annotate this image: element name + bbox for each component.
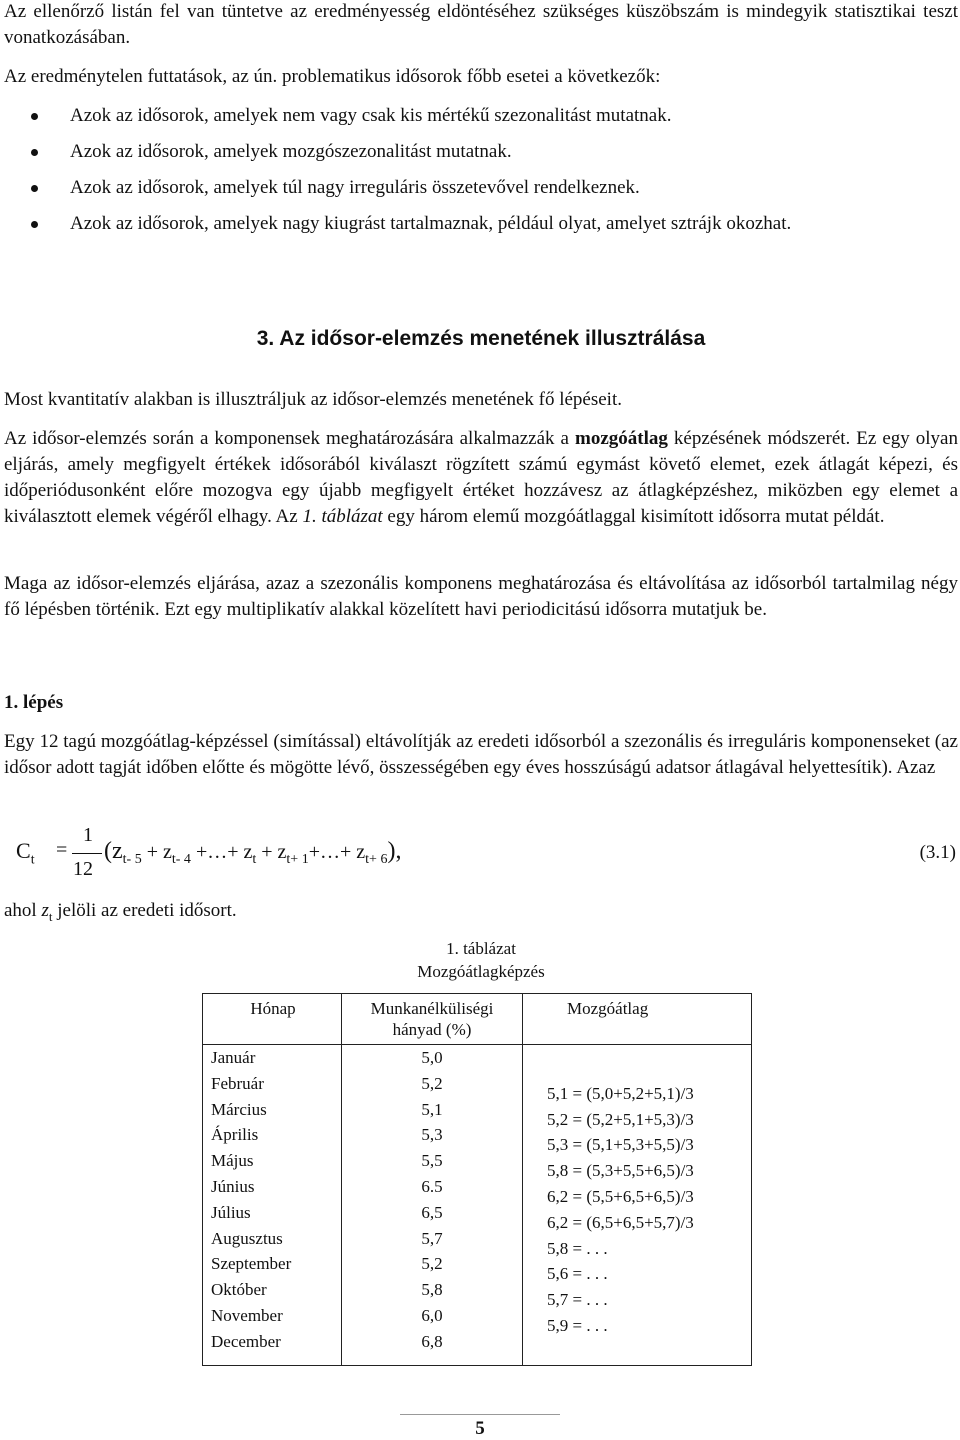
table-row [203,1045,752,1366]
bullet-icon [31,185,38,192]
formula-3-1 [4,824,958,880]
table-header-row [203,994,752,1045]
formula-equals: = [56,839,68,861]
list-item: Azok az idősorok, amelyek túl nagy irreguláris összetevővel rendelkeznek. [4,175,958,201]
table-caption-title: Mozgóátlagképzés [417,962,545,981]
formula-numerator: 1 [83,824,93,846]
intro-paragraph-1: Az ellenőrző listán fel van tüntetve az eredményesség eldöntéséhez szükséges küszöbszám is mindegyik statisztikai teszt vonatkozásában. [4,1,958,48]
bullet-icon [31,149,38,156]
intro-paragraph-2: Az eredménytelen futtatások, az ún. problematikus idősorok főbb esetei a következők: [4,66,661,87]
header-moving-average: Mozgóátlag [523,994,752,1045]
where-line: ahol $z_t$ jelöli az eredeti idősort. [4,900,237,924]
formula-lhs: $C_t$ [16,838,35,868]
keyword-moving-average: mozgóátlag [575,428,668,449]
moving-average-table [202,993,752,1366]
list-item: Azok az idősorok, amelyek mozgószezonalitást mutatnak. [4,139,958,165]
header-unemployment-rate: Munkanélküliségi hányad (%) [342,994,523,1045]
bullet-icon [31,221,38,228]
bullet-icon [31,113,38,120]
formula-body: ($z_{t- 5} + z_{t- 4}$ +…+ $z_t$ + $z_{t+ 1}+\dots+ z_{t+ 6}$), [104,838,402,867]
table-caption-number: 1. táblázat [446,939,516,958]
footer-rule [400,1414,560,1415]
step-title: 1. lépés [4,692,64,713]
formula-fraction-bar [72,853,102,854]
month-column: Január Február Március Április Május Június Július Augusztus Szeptember Október November December [203,1045,342,1366]
page-number: 5 [475,1418,485,1439]
formula-denominator: 12 [73,858,93,880]
average-column: 5,1 = (5,0+5,2+5,1)/3 5,2 = (5,2+5,1+5,3)/3 5,3 = (5,1+5,3+5,5)/3 5,8 = (5,3+5,5+6,5)/3 6,2 = (5,5+6,5+6,5)/3 6,2 = (6,5+6,5+5,7)/3 5,8 = . . . 5,6 = . . . 5,7 = . . . 5,9 = . . . [523,1045,752,1366]
section-paragraph-1: Most kvantitatív alakban is illusztráljuk az idősor-elemzés menetének fő lépéseit. [4,389,622,410]
rate-column: 5,0 5,2 5,1 5,3 5,5 6.5 6,5 5,7 5,2 5,8 6,0 6,8 [342,1045,523,1366]
problem-series-list [4,103,958,237]
table-caption [4,937,958,983]
section-title: 3. Az idősor-elemzés menetének illusztrálása [256,327,706,350]
table-reference: 1. táblázat [302,506,383,527]
section-paragraph-3: Maga az idősor-elemzés eljárása, azaz a szezonális komponens meghatározása és eltávolítása az idősorból tartalmilag négy fő lépésben történik. Ezt egy multiplikatív alakkal közelített havi periodicitású idősorra mutatjuk be. [4,573,958,620]
list-item: Azok az idősorok, amelyek nagy kiugrást tartalmaznak, például olyat, amelyet sztrájk okozhat. [4,211,958,237]
header-month: Hónap [203,994,342,1045]
variable-z: z [41,900,49,921]
list-item: Azok az idősorok, amelyek nem vagy csak kis mértékű szezonalitást mutatnak. [4,103,958,129]
step-paragraph: Egy 12 tagú mozgóátlag-képzéssel (simítással) eltávolítják az eredeti idősorból a szezonális és irreguláris komponenseket (az idősor adott tagját időben előtte és mögötte lévő, összességében egy éves hosszúságú adatsor átlagával helyettesítik). Azaz [4,731,958,778]
section-paragraph-2: Az idősor-elemzés során a komponensek meghatározására alkalmazzák a mozgóátlag képzésének módszerét. Ez egy olyan eljárás, amely megfigyelt értékek idősorából kiválaszt rögzített számú egymást követő elemet, ezek átlagát képezi, és időperiódusonként előre mozogva egy újabb megfigyelt értéket hozzávesz az átlagképzéshez, miközben egy elemet a kiválasztott elemek végéről elhagy. Az 1. táblázat egy három elemű mozgóátlaggal kisimított idősorra mutat példát. [4,428,958,527]
formula-number: (3.1) [919,842,956,863]
